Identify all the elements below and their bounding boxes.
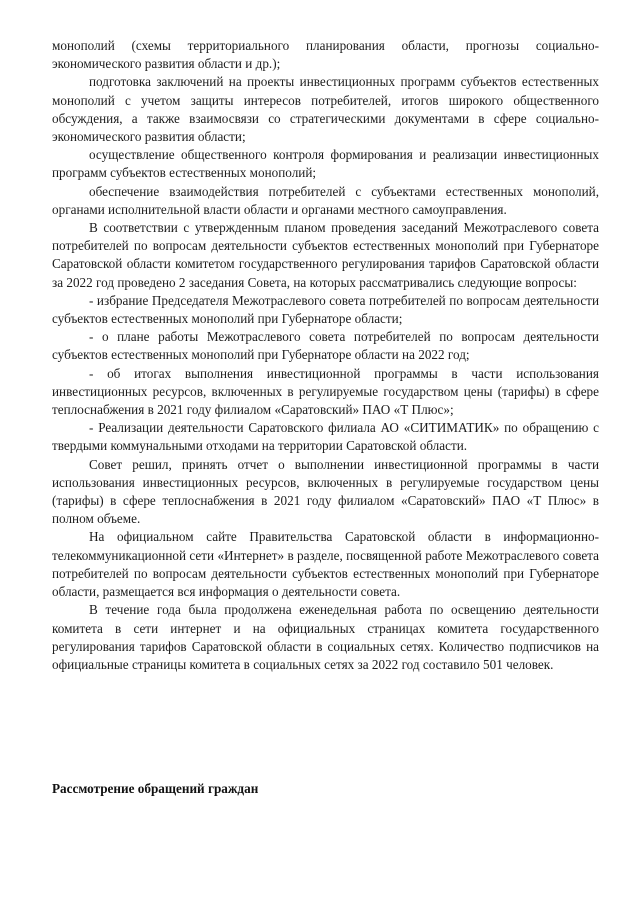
paragraph: В течение года была продолжена еженедельная работа по освещению деятельности комитета в сети интернет и на официальных страницах комитета государственного регулирования тарифов Саратовской области в социальных сетях. Количество подписчиков на официальные страницы комитета в социальных сетях за 2022 год составило 501 человек. [52, 602, 599, 672]
paragraph: осуществление общественного контроля формирования и реализации инвестиционных программ субъектов естественных монополий; [52, 147, 599, 181]
section-heading: Рассмотрение обращений граждан [52, 781, 259, 796]
list-item: - Реализации деятельности Саратовского филиала АО «СИТИМАТИК» по обращению с твердыми коммунальными отходами на территории Саратовской области. [52, 420, 599, 454]
paragraph: монополий (схемы территориального планирования области, прогнозы социально-экономического развития области и др.); [52, 38, 599, 72]
list-item: - о плане работы Межотраслевого совета потребителей по вопросам деятельности субъектов естественных монополий при Губернаторе области на 2022 год; [52, 329, 599, 363]
paragraph: подготовка заключений на проекты инвестиционных программ субъектов естественных монополий с учетом защиты интересов потребителей, итогов широкого общественного обсуждения, а также взаимосвязи со стратегическими документами в сфере социально-экономического развития области; [52, 74, 599, 145]
paragraph: обеспечение взаимодействия потребителей с субъектами естественных монополий, органами исполнительной власти области и органами местного самоуправления. [52, 183, 599, 217]
list-item: - избрание Председателя Межотраслевого совета потребителей по вопросам деятельности субъектов естественных монополий при Губернаторе области; [52, 292, 599, 327]
paragraph: Совет решил, принять отчет о выполнении инвестиционной программы в части использования инвестиционных ресурсов, включенных в регулируемые государством цены (тарифы) в сфере теплоснабжения в 2021 году филиалом «Саратовский» ПАО «Т Плюс» в полном объеме. [52, 456, 599, 527]
body-text [52, 37, 599, 674]
paragraph: В соответствии с утвержденным планом проведения заседаний Межотраслевого совета потребителей по вопросам деятельности субъектов естественных монополий при Губернаторе Саратовской области комитетом государственного регулирования тарифов Саратовской области за 2022 год проведено 2 заседания Совета, на которых рассматривались следующие вопросы: [52, 220, 599, 290]
list-item: - об итогах выполнения инвестиционной программы в части использования инвестиционных ресурсов, включенных в регулируемые государством цены (тарифы) в сфере теплоснабжения в 2021 году филиалом «Саратовский» ПАО «Т Плюс»; [52, 365, 599, 418]
paragraph: На официальном сайте Правительства Саратовской области в информационно-телекоммуникационной сети «Интернет» в разделе, посвященной работе Межотраслевого совета потребителей по вопросам деятельности субъектов естественных монополий при Губернаторе области, размещается вся информация о деятельности совета. [52, 529, 599, 600]
